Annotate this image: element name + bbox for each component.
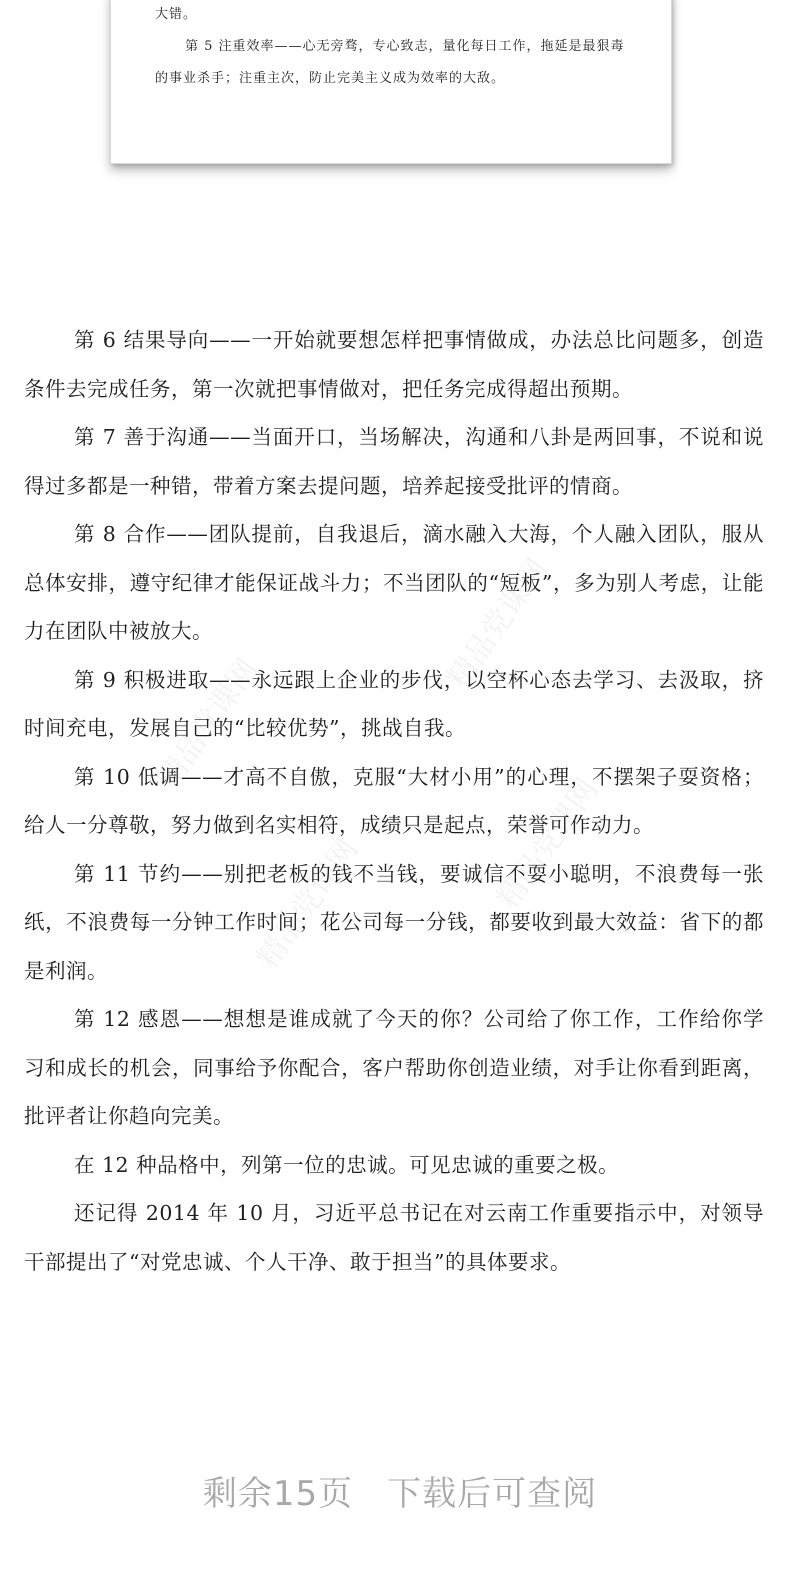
paragraph-requirements: 还记得 2014 年 10 月，习近平总书记在对云南工作重要指示中，对领导干部提出了“对党忠诚、个人干净、敢于担当”的具体要求。 bbox=[24, 1201, 764, 1274]
card-text-line: 大错。 bbox=[155, 7, 198, 22]
watermark: 精品党课网 bbox=[440, 552, 556, 696]
card-paragraph-5: 第 5 注重效率——心无旁骛，专心致志，量化每日工作，拖延是最狠毒的事业杀手；注重主次，防止完美主义成为效率的大敌。 bbox=[155, 39, 625, 86]
article-body bbox=[24, 316, 764, 1286]
paragraph-gratitude: 第 12 感恩——想想是谁成就了今天的你？公司给了你工作，工作给你学习和成长的机会，同事给予你配合，客户帮助你创造业绩，对手让你看到距离，批评者让你趋向完美。 bbox=[24, 1007, 764, 1128]
download-to-view-label[interactable]: 下载后可查阅 bbox=[387, 1474, 598, 1514]
paragraph-thrift: 第 11 节约——别把老板的钱不当钱，要诚信不耍小聪明，不浪费每一张纸，不浪费每一分钟工作时间；花公司每一分钱，都要收到最大效益：省下的都是利润。 bbox=[24, 861, 764, 983]
paragraph-loyalty-summary: 在 12 种品格中，列第一位的忠诚。可见忠诚的重要之极。 bbox=[74, 1152, 620, 1177]
remaining-pages-label[interactable]: 剩余15页 bbox=[202, 1474, 354, 1514]
paragraph-cooperation: 第 8 合作——团队提前，自我退后，滴水融入大海，个人融入团队，服从总体安排，遵守纪律才能保证战斗力；不当团队的“短板”，多为别人考虑，让能力在团队中被放大。 bbox=[24, 522, 764, 643]
watermark: 精品党课网 bbox=[250, 832, 366, 976]
paragraph-initiative: 第 9 积极进取——永远跟上企业的步伐，以空杯心态去学习、去汲取，挤时间充电，发展自己的“比较优势”，挑战自我。 bbox=[24, 667, 764, 740]
paragraph-communication: 第 7 善于沟通——当面开口，当场解决，沟通和八卦是两回事，不说和说得过多都是一种错，带着方案去提问题，培养起接受批评的情商。 bbox=[24, 425, 764, 498]
download-prompt[interactable] bbox=[0, 1466, 800, 1515]
watermark: 精品党课网 bbox=[490, 772, 606, 916]
watermark: 精品党课网 bbox=[150, 652, 266, 796]
paragraph-result-oriented: 第 6 结果导向——一开始就要想怎样把事情做成，办法总比问题多，创造条件去完成任务，第一次就把事情做对，把任务完成得超出预期。 bbox=[24, 328, 764, 401]
scanned-page-card bbox=[110, 0, 672, 164]
paragraph-low-profile: 第 10 低调——才高不自傲，克服“大材小用”的心理，不摆架子耍资格；给人一分尊敬，努力做到名实相符，成绩只是起点，荣誉可作动力。 bbox=[24, 764, 764, 837]
